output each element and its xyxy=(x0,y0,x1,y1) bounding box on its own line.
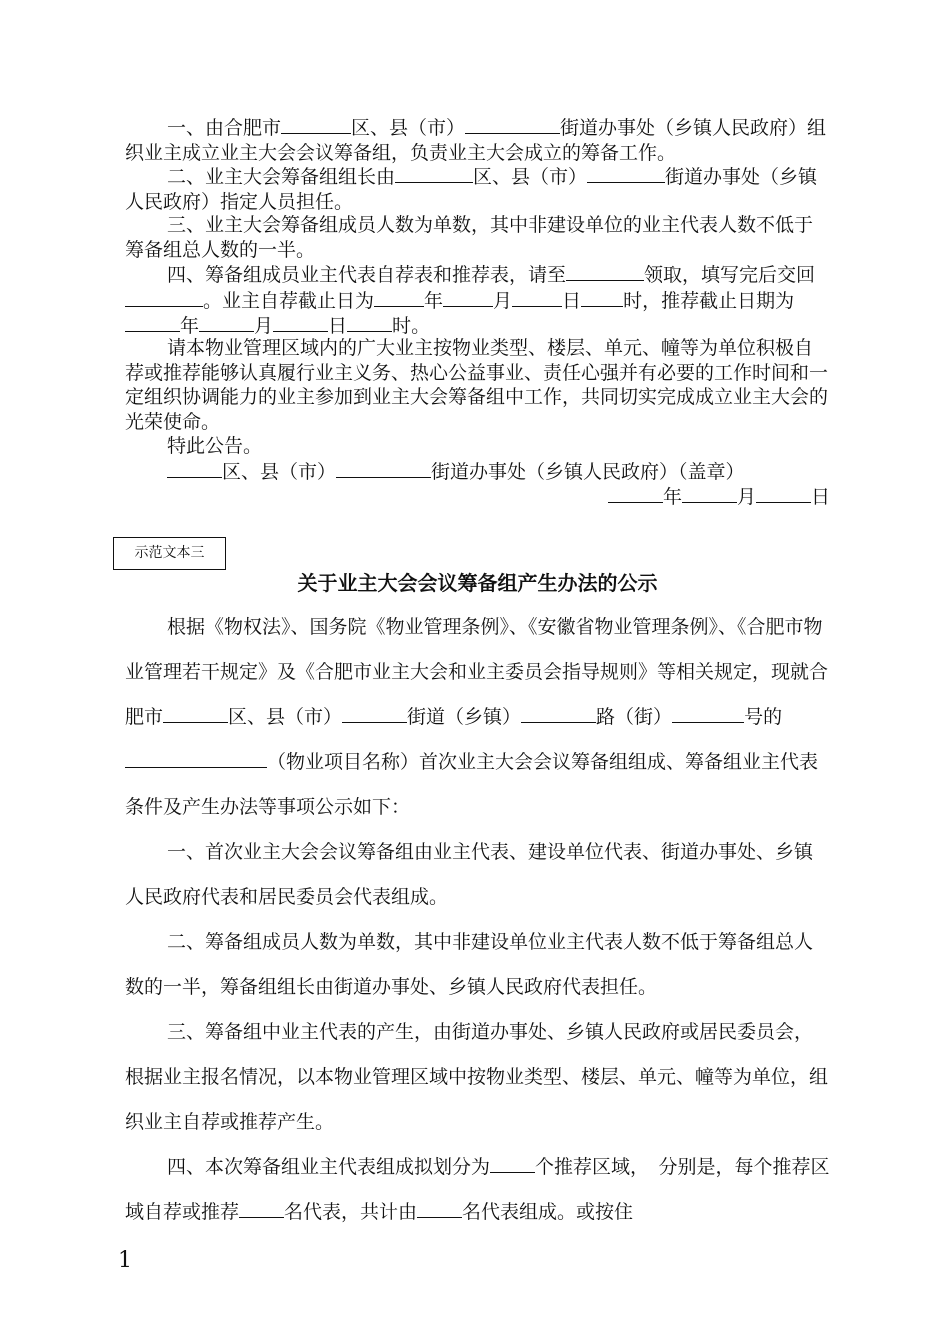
item-2: 二、筹备组成员人数为单数，其中非建设单位业主代表人数不低于筹备组总人数的一半，筹备组组长由街道办事处、乡镇人民政府代表担任。 xyxy=(125,931,814,998)
blank-underline xyxy=(566,262,644,281)
text: 日 xyxy=(562,289,582,312)
text: 区、县（市） xyxy=(351,117,466,139)
text: （物业项目名称）首次业主大会会议筹备组组成、筹备组业主代表条件及产生办法等事项公示如下： xyxy=(125,751,819,818)
blank-underline xyxy=(342,704,407,723)
text: 街道办事处（乡镇人民政府）指定人员担任。 xyxy=(125,166,818,213)
text: 年 xyxy=(180,315,200,337)
text: ，每个推荐区域自荐或推荐 xyxy=(125,1156,830,1223)
sample-text-label: 示范文本三 xyxy=(113,537,226,570)
item-4 xyxy=(125,1145,830,1235)
intro-paragraph xyxy=(125,605,830,830)
blank-underline xyxy=(125,313,180,332)
text: 一、由合肥市 xyxy=(167,117,282,139)
blank-underline xyxy=(756,484,811,503)
notice-paragraph-1 xyxy=(125,115,830,165)
text: 区、县（市） xyxy=(473,166,588,188)
blank-underline xyxy=(512,288,562,307)
notice-date xyxy=(125,484,830,510)
text: 时 xyxy=(392,315,412,337)
blank-underline xyxy=(682,484,737,503)
text: 领取，填写完后交回 xyxy=(644,264,816,286)
text: 根据《物权法》、国务院《物业管理条例》、《安徽省物业管理条例》、《合肥市物业管理若干规定》及《合肥市业主大会和业主委员会指导规则》等相关规定，现就合肥市 xyxy=(125,616,829,728)
text: 时 xyxy=(623,289,643,312)
document-title: 关于业主大会会议筹备组产生办法的公示 xyxy=(297,571,658,595)
blank-underline xyxy=(163,704,228,723)
text: 号的 xyxy=(744,706,783,728)
notice-closing: 特此公告。 xyxy=(167,435,263,457)
blank-underline xyxy=(374,288,424,307)
notice-paragraph-3: 三、业主大会筹备组成员人数为单数，其中非建设单位的业主代表人数不低于筹备组总人数的一半。 xyxy=(125,214,814,261)
blank-underline xyxy=(125,288,203,307)
text: 月 xyxy=(736,486,756,508)
blank-underline xyxy=(239,1199,284,1218)
text: 四、筹备组成员业主代表自荐表和推荐表，请至 xyxy=(167,264,567,286)
blank-underline xyxy=(581,288,623,307)
blank-underline xyxy=(587,164,665,183)
blank-underline xyxy=(490,1154,535,1173)
text: 月 xyxy=(493,289,513,312)
text: 区、县（市） xyxy=(222,461,337,483)
item-3: 三、筹备组中业主代表的产生，由街道办事处、乡镇人民政府或居民委员会，根据业主报名情况，以本物业管理区域中按物业类型、楼层、单元、幢等为单位，组织业主自荐或推荐产生。 xyxy=(125,1021,829,1133)
text: 年 xyxy=(662,486,682,508)
text: 二、业主大会筹备组组长由 xyxy=(167,166,396,188)
page-number: 1 xyxy=(118,1248,132,1273)
text: 。 xyxy=(411,315,431,337)
text: 日 xyxy=(810,486,830,508)
blank-underline xyxy=(347,313,392,332)
blank-underline xyxy=(336,459,431,478)
item-1: 一、首次业主大会会议筹备组由业主代表、建设单位代表、街道办事处、乡镇人民政府代表和居民委员会代表组成。 xyxy=(125,841,814,908)
notice-signature xyxy=(125,459,830,485)
blank-underline xyxy=(167,459,222,478)
blank-underline xyxy=(273,313,328,332)
text: 日 xyxy=(328,315,348,337)
text: 街道办事处（乡镇人民政府）组织业主成立业主大会会议筹备组，负责业主大会成立的筹备工作。 xyxy=(125,117,827,164)
text: 街道办事处（乡镇人民政府）（盖章） xyxy=(431,461,745,483)
blank-underline xyxy=(465,115,560,134)
text: ，推荐截止日期为 xyxy=(642,289,795,312)
text: 年 xyxy=(424,289,444,312)
text: 。业主自荐截止日为 xyxy=(203,289,375,312)
blank-underline xyxy=(395,164,473,183)
text: 个推荐区域， 分别是 xyxy=(535,1156,716,1178)
text: 路（街） xyxy=(596,706,673,728)
blank-underline xyxy=(199,313,254,332)
text: 四、本次筹备组业主代表组成拟划分为 xyxy=(167,1156,491,1178)
blank-underline xyxy=(125,749,267,768)
text: 名代表组成。或按住 xyxy=(462,1201,634,1223)
notice-paragraph-2 xyxy=(125,164,830,214)
blank-underline xyxy=(443,288,493,307)
text: 区、县（市） xyxy=(228,706,343,728)
blank-underline xyxy=(417,1199,462,1218)
blank-underline xyxy=(521,704,596,723)
notice-paragraph-4 xyxy=(125,262,830,339)
notice-paragraph-5: 请本物业管理区域内的广大业主按物业类型、楼层、单元、幢等为单位积极自荐或推荐能够认真履行业主义务、热心公益事业、责任心强并有必要的工作时间和一定组织协调能力的业主参加到业主大会筹备组中工作，共同切实完成成立业主大会的光荣使命。 xyxy=(125,337,829,433)
blank-underline xyxy=(608,484,663,503)
text: 街道（乡镇） xyxy=(407,706,522,728)
text: 名代表，共计由 xyxy=(284,1201,418,1223)
text: 月 xyxy=(254,315,274,337)
blank-underline xyxy=(672,704,744,723)
blank-underline xyxy=(281,115,351,134)
